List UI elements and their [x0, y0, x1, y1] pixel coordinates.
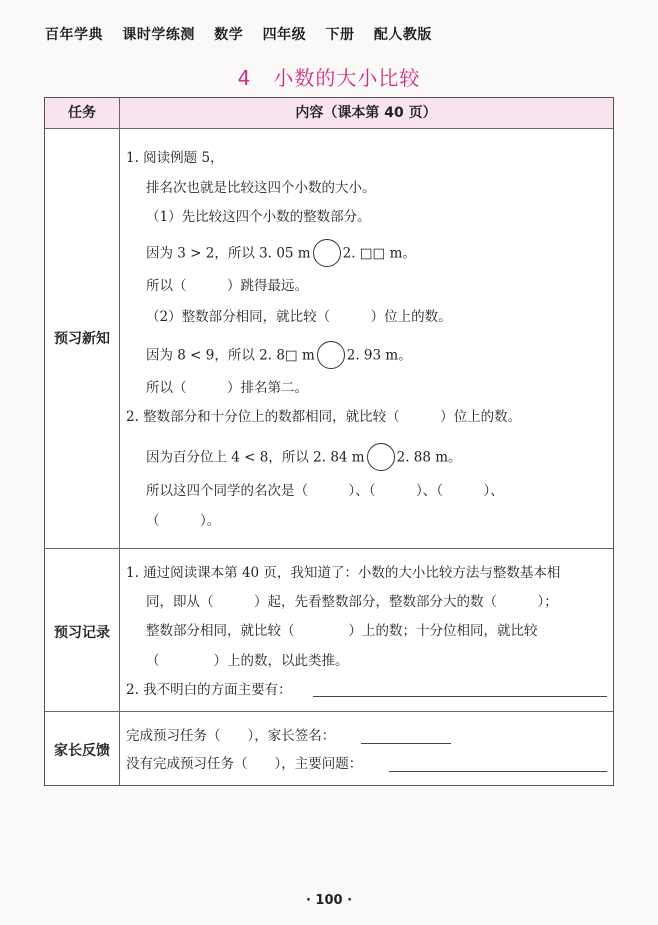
- text-line: 2. 整数部分和十分位上的数都相同，就比较（ ）位上的数。: [126, 409, 522, 425]
- comparison-text: 2. 88 m。: [396, 449, 462, 466]
- text-line: [146, 342, 412, 370]
- text-line: 排名次也就是比较这四个小数的大小。: [146, 180, 376, 196]
- text-line: 所以这四个同学的名次是（ ）、（ ）、（ ）、: [146, 483, 504, 499]
- header-volume: 下册: [325, 27, 355, 43]
- text-line: 没有完成预习任务（ ），主要问题：: [126, 756, 363, 772]
- text-line: （1）先比较这四个小数的整数部分。: [146, 209, 371, 225]
- column-divider: [119, 98, 120, 785]
- header-edition: 配人教版: [373, 27, 432, 43]
- answer-circle[interactable]: [317, 341, 345, 369]
- comparison-text: 因为 3 > 2，所以 3. 05 m: [146, 245, 311, 262]
- header-grade: 四年级: [262, 27, 307, 43]
- header-book: 课时学练测: [122, 27, 195, 43]
- comparison-text: 2. 93 m。: [346, 347, 412, 364]
- comparison-text: 2. □□ m。: [342, 245, 416, 262]
- row-label-record: 预习记录: [54, 625, 110, 641]
- text-line: 同，即从（ ）起，先看整数部分，整数部分大的数（ ）；: [146, 594, 558, 610]
- running-header: [45, 24, 446, 44]
- problem-underline[interactable]: [389, 771, 607, 772]
- text-line: （ ）上的数，以此类推。: [146, 653, 349, 669]
- row-label-preview: 预习新知: [54, 331, 110, 347]
- answer-circle[interactable]: [313, 239, 341, 267]
- col-content-header: 内容（课本第 40 页）: [295, 105, 437, 121]
- col-task-header: 任务: [68, 105, 96, 121]
- row-label-parent: 家长反馈: [54, 743, 110, 759]
- signature-underline[interactable]: [361, 743, 451, 744]
- text-line: 1. 阅读例题 5，: [126, 150, 224, 166]
- text-line: 1. 通过阅读课本第 40 页，我知道了：小数的大小比较方法与整数基本相: [126, 565, 561, 581]
- text-line: 2. 我不明白的方面主要有：: [126, 682, 292, 698]
- lesson-number: 4: [237, 66, 252, 90]
- header-series: 百年学典: [45, 27, 103, 43]
- lesson-title: 小数的大小比较: [273, 66, 421, 90]
- page-title: [0, 62, 658, 91]
- text-line: [146, 444, 462, 472]
- table-header-row: [45, 98, 613, 129]
- answer-underline[interactable]: [313, 696, 607, 697]
- text-line: 所以（ ）排名第二。: [146, 380, 308, 396]
- text-line: [146, 240, 416, 268]
- text-line: （ ）。: [146, 513, 221, 529]
- text-line: 所以（ ）跳得最远。: [146, 278, 308, 294]
- text-line: 完成预习任务（ ），家长签名：: [126, 728, 336, 744]
- page-number: · 100 ·: [305, 893, 353, 908]
- text-line: （2）整数部分相同，就比较（ ）位上的数。: [146, 309, 452, 325]
- task-table: [44, 97, 614, 786]
- text-line: 整数部分相同，就比较（ ）上的数；十分位相同，就比较: [146, 623, 538, 639]
- row-divider: [45, 548, 613, 549]
- row-divider: [45, 711, 613, 712]
- answer-circle[interactable]: [367, 443, 395, 471]
- comparison-text: 因为 8 < 9，所以 2. 8□ m: [146, 347, 315, 364]
- comparison-text: 因为百分位上 4 < 8，所以 2. 84 m: [146, 449, 365, 466]
- header-subject: 数学: [214, 27, 244, 43]
